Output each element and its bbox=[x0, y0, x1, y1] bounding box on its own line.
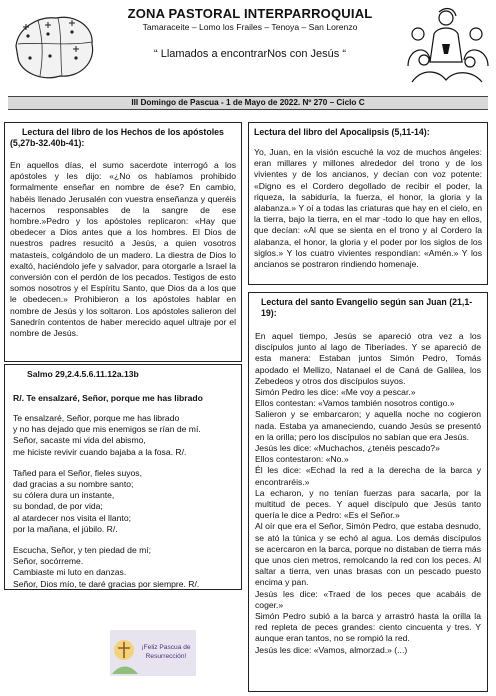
zone-map-logo bbox=[8, 6, 100, 86]
psalm-verse: me hiciste revivir cuando bajaba a la fosa. R/. bbox=[13, 446, 187, 457]
parishes-subtitle: Tamaraceite – Lomo los Frailes – Tenoya – San Lorenzo bbox=[142, 22, 358, 32]
gospel-title bbox=[255, 297, 481, 319]
psalm-verse: por la mañana, el júbilo. R/. bbox=[13, 523, 118, 534]
psalm-verse: Escucha, Señor, y ten piedad de mí; bbox=[13, 545, 152, 556]
easter-greeting-card bbox=[110, 630, 196, 676]
psalm-stanza bbox=[13, 413, 233, 458]
gospel-text bbox=[255, 331, 481, 656]
gospel-paragraph: Al oír que era el Señor, Simón Pedro, que estaba desnudo, se ató la túnica y se echó al agua. Los demás discípulos se acercaron en la barca, porque no distaban de tierra más que unos cien metros, remolcando la red con los peces. Al saltar a tierra, ven unas brasas con un pescado puesto encima y pan. bbox=[255, 521, 481, 588]
gospel-title-line: Lectura del santo Evangelio según san Juan (21,1- bbox=[261, 297, 473, 307]
gospel-paragraph: Simón Pedro les dice: «Me voy a pescar.» bbox=[255, 387, 416, 398]
psalm-verse: Señor, sacaste mi vida del abismo, bbox=[13, 435, 146, 446]
psalm-stanza bbox=[13, 468, 233, 535]
psalm-verse: Tañed para el Señor, fieles suyos, bbox=[13, 467, 142, 478]
easter-text-line-2: Resurrección! bbox=[145, 653, 187, 660]
second-reading-box bbox=[248, 122, 488, 285]
psalm-verse: Señor, Dios mío, te daré gracias por siempre. R/. bbox=[13, 578, 200, 589]
gospel-paragraph: Jesús les dice: «Muchachos, ¿tenéis pescado?» bbox=[255, 443, 440, 454]
first-reading-title bbox=[10, 127, 236, 149]
gospel-paragraph: Ellos contestan: «Vamos también nosotros contigo.» bbox=[255, 398, 455, 409]
gospel-box bbox=[248, 292, 488, 692]
psalm-verse: Te ensalzaré, Señor, porque me has librado bbox=[13, 413, 180, 423]
psalm-verse: su cólera dura un instante, bbox=[13, 490, 115, 501]
gospel-paragraph: Jesús les dice: «Vamos, almorzad.» (...) bbox=[255, 644, 408, 655]
gospel-paragraph: Él les dice: «Echad la red a la derecha de la barca y encontraréis.» bbox=[255, 465, 481, 487]
psalm-verse: Señor, socórreme. bbox=[13, 556, 84, 567]
second-reading-title: Lectura del libro del Apocalipsis (5,11-14): bbox=[254, 127, 430, 137]
psalm-stanza bbox=[13, 545, 233, 590]
psalm-title: Salmo 29,2.4.5.6.11.12a.13b bbox=[27, 369, 139, 379]
date-issue-bar: III Domingo de Pascua - 1 de Mayo de 2022. Nº 270 – Ciclo C bbox=[8, 96, 488, 110]
psalm-response: R/. Te ensalzaré, Señor, porque me has librado bbox=[13, 393, 203, 403]
gospel-paragraph: Ellos contestaron: «No.» bbox=[255, 454, 349, 465]
gospel-paragraph: Jesús les dice: «Traed de los peces que acabáis de coger.» bbox=[255, 588, 481, 610]
psalm-verse: y no has dejado que mis enemigos se rían de mí. bbox=[13, 424, 201, 435]
psalm-box bbox=[4, 364, 242, 590]
gospel-paragraph: La echaron, y no tenían fuerzas para sacarla, por la multitud de peces. Y aquel discípulo que Jesús tanto quería le dice a Pedro: «Es el Señor.» bbox=[255, 487, 481, 521]
gospel-paragraph: Simón Pedro subió a la barca y arrastró hasta la orilla la red repleta de peces grandes: ciento cincuenta y tres. Y aunque eran tantos, no se rompió la red. bbox=[255, 611, 481, 644]
first-reading-citation: (5,27b-32.40b-41): bbox=[10, 138, 85, 148]
motto: “ Llamados a encontrarNos con Jesús “ bbox=[154, 48, 346, 60]
gospel-paragraph: En aquel tiempo, Jesús se apareció otra vez a los discípulos junto al lago de Tiberíades. Y se apareció de esta manera: Estaban juntos Simón Pedro, Tomás apodado el Mellizo, Natanael el de Caná de Galilea, los Zebedeos y otros dos discípulos suyos. bbox=[255, 331, 481, 386]
psalm-verse: Cambiaste mi luto en danzas. bbox=[13, 567, 127, 578]
jesus-disciples-illustration bbox=[402, 4, 492, 88]
gospel-paragraph: Salieron y se embarcaron; y aquella noche no cogieron nada. Estaba ya amaneciendo, cuando Jesús se presentó en la orilla; pero los discípulos no sabían que era Jesús. bbox=[255, 409, 481, 442]
psalm-verse: su bondad, de por vida; bbox=[13, 501, 103, 512]
first-reading-text: En aquellos días, el sumo sacerdote interrogó a los apóstoles y les dijo: «¿No os habíamos prohibido formalmente enseñar en nombre de ése? En cambio, habéis llenado Jerusalén con vuestra enseñanza y queréis hacernos responsables de la sangre de ese hombre.»Pedro y los apóstoles replicaron: «Hay que obedecer a Dios antes que a los hombres. El Dios de nuestros padres resucitó a Jesús, a quien vosotros matasteis, colgándolo de un madero. La diestra de Dios lo exaltó, haciéndolo jefe y salvador, para otorgarle a Israel la conversión con el perdón de los pecados. Testigos de esto somos nosotros y el Espíritu Santo, que Dios da a los que le obedecen.» Prohibieron a los apóstoles hablar en nombre de Jesús y los soltaron. Los apóstoles salieron del Sanedrín contentos de haber merecido aquel ultraje por el nombre de Jesús. bbox=[10, 160, 236, 339]
first-reading-title-line: Lectura del libro de los Hechos de los apóstoles bbox=[22, 127, 224, 137]
psalm-verse: al atardecer nos visita el llanto; bbox=[13, 512, 131, 523]
easter-text-line-1: ¡Feliz Pascua de bbox=[141, 644, 191, 651]
zone-title: ZONA PASTORAL INTERPARROQUIAL bbox=[127, 6, 373, 21]
first-reading-box bbox=[4, 122, 242, 362]
gospel-citation: 19): bbox=[261, 308, 277, 318]
psalm-verse: dad gracias a su nombre santo; bbox=[13, 479, 134, 490]
second-reading-text: Yo, Juan, en la visión escuché la voz de muchos ángeles: eran millares y millones alrededor del trono y de los vivientes y de los ancianos, y decían con voz potente: «Digno es el Cordero degollado de recibir el poder, la riqueza, la sabiduría, la fuerza, el honor, la gloria y la alabanza.» Y oí a todas las criaturas que hay en el cielo, en la tierra, bajo la tierra, en el mar -todo lo que hay en ellos, que decían: «Al que se sienta en el trono y al Cordero la alabanza, el honor, la gloria y el poder por los siglos de los siglos.» Y los cuatro vivientes respondían: «Amén.» Y los ancianos se postraron rindiendo homenaje. bbox=[254, 147, 482, 270]
